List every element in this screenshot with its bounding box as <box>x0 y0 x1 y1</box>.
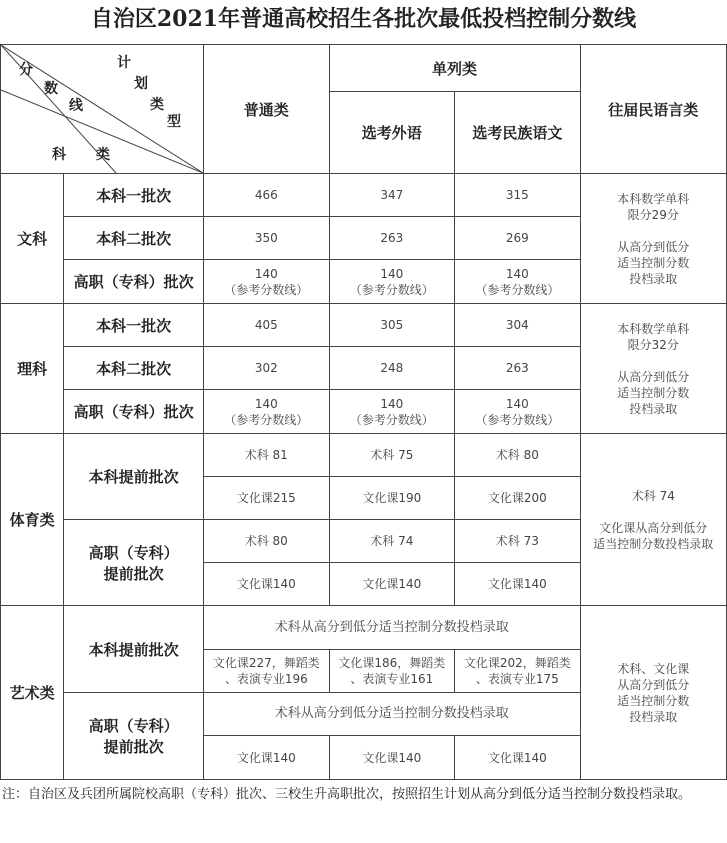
wangjie-line: 文化课从高分到低分 <box>599 520 708 535</box>
score-cell: 文化课140 <box>455 563 581 606</box>
score-cell: 术科 81 <box>204 434 330 477</box>
score-cell: 文化课140 <box>329 736 455 780</box>
score-cell: 263 <box>329 217 455 260</box>
wangjie-wenke <box>580 174 726 304</box>
score-cell: 文化课200 <box>455 477 581 520</box>
score-cell: 文化课227，舞蹈类 、表演专业196 <box>204 650 330 693</box>
corner-char: 数 <box>44 81 58 97</box>
corner-char: 分 <box>19 62 33 78</box>
score-cell: 文化课186，舞蹈类 、表演专业161 <box>329 650 455 693</box>
score-cell: 140 （参考分数线） <box>455 390 581 434</box>
score-cell: 文化课202，舞蹈类 、表演专业175 <box>455 650 581 693</box>
score-cell: 350 <box>204 217 330 260</box>
corner-char: 型 <box>167 114 181 130</box>
wangjie-line: 从高分到低分 <box>617 677 690 692</box>
wangjie-yishu <box>580 606 726 780</box>
corner-cell <box>1 45 204 174</box>
batch-label: 本科一批次 <box>64 304 204 347</box>
batch-label: 高职（专科） 提前批次 <box>64 693 204 780</box>
wangjie-tiyu <box>580 434 726 606</box>
merged-cell: 术科从高分到低分适当控制分数投档录取 <box>204 606 581 650</box>
score-cell: 466 <box>204 174 330 217</box>
wangjie-line: 适当控制分数 <box>617 693 690 708</box>
score-cell: 140 （参考分数线） <box>455 260 581 304</box>
corner-char: 科 <box>52 147 66 163</box>
batch-label: 本科提前批次 <box>64 606 204 693</box>
score-cell: 术科 80 <box>204 520 330 563</box>
footnote: 注：自治区及兵团所属院校高职（专科）批次、三校生升高职批次，按照招生计划从高分到低分适当控制分数投档录取。 <box>2 787 692 802</box>
batch-label: 本科一批次 <box>64 174 204 217</box>
score-cell: 302 <box>204 347 330 390</box>
wangjie-line: 投档录取 <box>629 271 678 286</box>
batch-label: 高职（专科）批次 <box>64 260 204 304</box>
score-cell: 140 （参考分数线） <box>204 260 330 304</box>
corner-char: 类 <box>150 97 164 113</box>
wangjie-line: 从高分到低分 <box>617 239 690 254</box>
score-cell: 269 <box>455 217 581 260</box>
batch-label: 本科二批次 <box>64 347 204 390</box>
wangjie-line: 限分32分 <box>627 337 679 352</box>
header-danlie: 单列类 <box>329 45 580 92</box>
score-table <box>0 44 727 780</box>
header-wangjie: 往届民语言类 <box>580 45 726 174</box>
wangjie-line: 适当控制分数 <box>617 385 690 400</box>
wangjie-line: 投档录取 <box>629 709 678 724</box>
corner-char: 线 <box>69 98 83 114</box>
wangjie-line: 本科数学单科 <box>617 191 690 206</box>
score-cell: 文化课140 <box>204 736 330 780</box>
score-cell: 140 （参考分数线） <box>329 260 455 304</box>
category-yishu: 艺术类 <box>1 606 64 780</box>
score-cell: 405 <box>204 304 330 347</box>
header-waiyu: 选考外语 <box>329 92 455 174</box>
batch-label: 本科二批次 <box>64 217 204 260</box>
header-minzu: 选考民族语文 <box>455 92 581 174</box>
wangjie-line: 术科 74 <box>631 488 675 503</box>
batch-label: 高职（专科）批次 <box>64 390 204 434</box>
wangjie-line: 术科、文化课 <box>617 661 690 676</box>
wangjie-line: 投档录取 <box>629 401 678 416</box>
score-cell: 文化课140 <box>455 736 581 780</box>
score-cell: 术科 73 <box>455 520 581 563</box>
wangjie-line: 适当控制分数投档录取 <box>593 536 714 551</box>
merged-cell: 术科从高分到低分适当控制分数投档录取 <box>204 693 581 736</box>
score-cell: 140 （参考分数线） <box>204 390 330 434</box>
batch-label: 本科提前批次 <box>64 434 204 520</box>
score-cell: 术科 75 <box>329 434 455 477</box>
wangjie-line: 限分29分 <box>627 207 679 222</box>
page-title: 自治区2021年普通高校招生各批次最低投档控制分数线 <box>90 6 637 32</box>
score-cell: 文化课190 <box>329 477 455 520</box>
score-cell: 304 <box>455 304 581 347</box>
score-cell: 术科 80 <box>455 434 581 477</box>
corner-char: 计 <box>117 55 131 71</box>
category-wenke: 文科 <box>1 174 64 304</box>
score-cell: 文化课140 <box>204 563 330 606</box>
header-putong: 普通类 <box>204 45 330 174</box>
category-like: 理科 <box>1 304 64 434</box>
score-cell: 347 <box>329 174 455 217</box>
category-tiyu: 体育类 <box>1 434 64 606</box>
batch-label: 高职（专科） 提前批次 <box>64 520 204 606</box>
wangjie-line: 从高分到低分 <box>617 369 690 384</box>
wangjie-like <box>580 304 726 434</box>
wangjie-line: 适当控制分数 <box>617 255 690 270</box>
wangjie-line: 本科数学单科 <box>617 321 690 336</box>
score-cell: 文化课215 <box>204 477 330 520</box>
score-cell: 文化课140 <box>329 563 455 606</box>
corner-char: 类 <box>96 147 110 163</box>
score-cell: 248 <box>329 347 455 390</box>
score-cell: 305 <box>329 304 455 347</box>
score-cell: 140 （参考分数线） <box>329 390 455 434</box>
score-cell: 263 <box>455 347 581 390</box>
score-cell: 315 <box>455 174 581 217</box>
score-cell: 术科 74 <box>329 520 455 563</box>
corner-char: 划 <box>134 76 148 92</box>
